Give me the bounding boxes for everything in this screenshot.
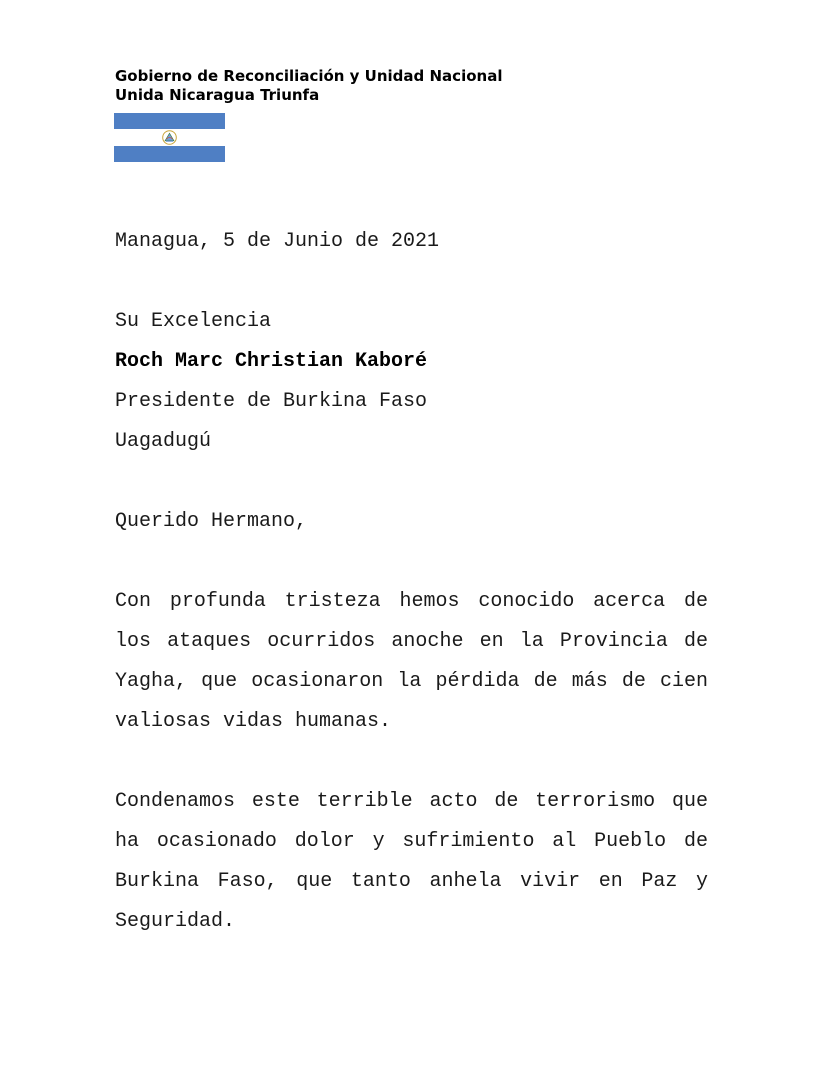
letterhead-government-name: Gobierno de Reconciliación y Unidad Nacional — [115, 67, 503, 85]
letterhead-slogan: Unida Nicaragua Triunfa — [115, 86, 320, 104]
letter-date — [115, 222, 708, 262]
recipient-position: Presidente de Burkina Faso — [115, 390, 428, 413]
recipient-city: Uagadugú — [115, 430, 212, 453]
greeting-line: Querido Hermano, — [115, 510, 308, 533]
paragraph-1: Con profunda tristeza hemos conocido acerca de los ataques ocurridos anoche en la Provincia de Yagha, que ocasionaron la pérdida de más de cien valiosas vidas humanas. — [115, 590, 708, 733]
recipient-name: Roch Marc Christian Kaboré — [115, 350, 428, 373]
letterhead — [115, 67, 502, 105]
nicaragua-flag — [114, 113, 225, 162]
nicaragua-coat-of-arms-icon — [162, 130, 177, 145]
recipient-title: Su Excelencia — [115, 310, 272, 333]
flag-top-band — [114, 113, 225, 129]
flag-bottom-band — [114, 146, 225, 162]
greeting — [115, 502, 708, 542]
date-line: Managua, 5 de Junio de 2021 — [115, 230, 440, 253]
paragraph-2: Condenamos este terrible acto de terrorismo que ha ocasionado dolor y sufrimiento al Pueblo de Burkina Faso, que tanto anhela vivir en Paz y Seguridad. — [115, 790, 708, 933]
recipient-block — [115, 302, 708, 462]
